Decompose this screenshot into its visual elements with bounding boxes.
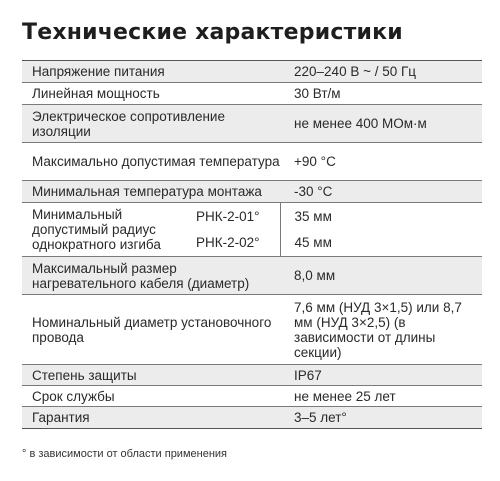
row-label: Минимальная температура монтажа xyxy=(22,181,280,203)
model-name: РНК-2-01° xyxy=(196,208,260,224)
table-row xyxy=(22,181,482,203)
row-value: 30 Вт/м xyxy=(294,86,341,101)
table-row xyxy=(22,61,482,83)
row-label: Электрическое сопротивление изоляции xyxy=(22,105,280,143)
page-title: Технические характеристики xyxy=(22,20,403,45)
table-row xyxy=(22,295,482,365)
table-row xyxy=(22,407,482,429)
row-label: Гарантия xyxy=(22,407,280,429)
row-label: Степень защиты xyxy=(22,365,280,386)
row-label: Минимальный допустимый радиус однократного изгиба xyxy=(32,207,161,252)
row-value: 3–5 лет° xyxy=(280,407,482,429)
row-label: Срок службы xyxy=(32,388,115,404)
row-label: Номинальный диаметр установочного провода xyxy=(32,314,272,345)
row-value: IP67 xyxy=(280,365,482,386)
row-label: Максимально допустимая температура xyxy=(32,154,280,169)
model-name: РНК-2-02° xyxy=(196,235,260,251)
table-row xyxy=(22,105,482,143)
row-label: Линейная мощность xyxy=(32,86,160,101)
table-row xyxy=(22,365,482,386)
row-label: Напряжение питания xyxy=(22,61,280,83)
row-label: Максимальный размер нагревательного кабеля (диаметр) xyxy=(22,257,280,295)
spec-table xyxy=(22,60,482,429)
row-value: 220–240 В ~ / 50 Гц xyxy=(280,61,482,83)
row-value: не менее 400 МОм·м xyxy=(280,105,482,143)
row-value: 35 мм xyxy=(280,203,482,230)
row-value: не менее 25 лет xyxy=(294,388,396,404)
table-row xyxy=(22,203,482,230)
table-row xyxy=(22,386,482,407)
footnote: ° в зависимости от области применения xyxy=(22,448,228,460)
row-value: 7,6 мм (НУД 3×1,5) или 8,7 мм (НУД 3×2,5) (в зависимости от длины секции) xyxy=(294,299,462,360)
table-row xyxy=(22,83,482,105)
row-value: -30 °С xyxy=(280,181,482,203)
row-value: 45 мм xyxy=(280,230,482,257)
table-row xyxy=(22,143,482,181)
row-value: +90 °С xyxy=(294,154,336,169)
row-value: 8,0 мм xyxy=(280,257,482,295)
table-row xyxy=(22,257,482,295)
